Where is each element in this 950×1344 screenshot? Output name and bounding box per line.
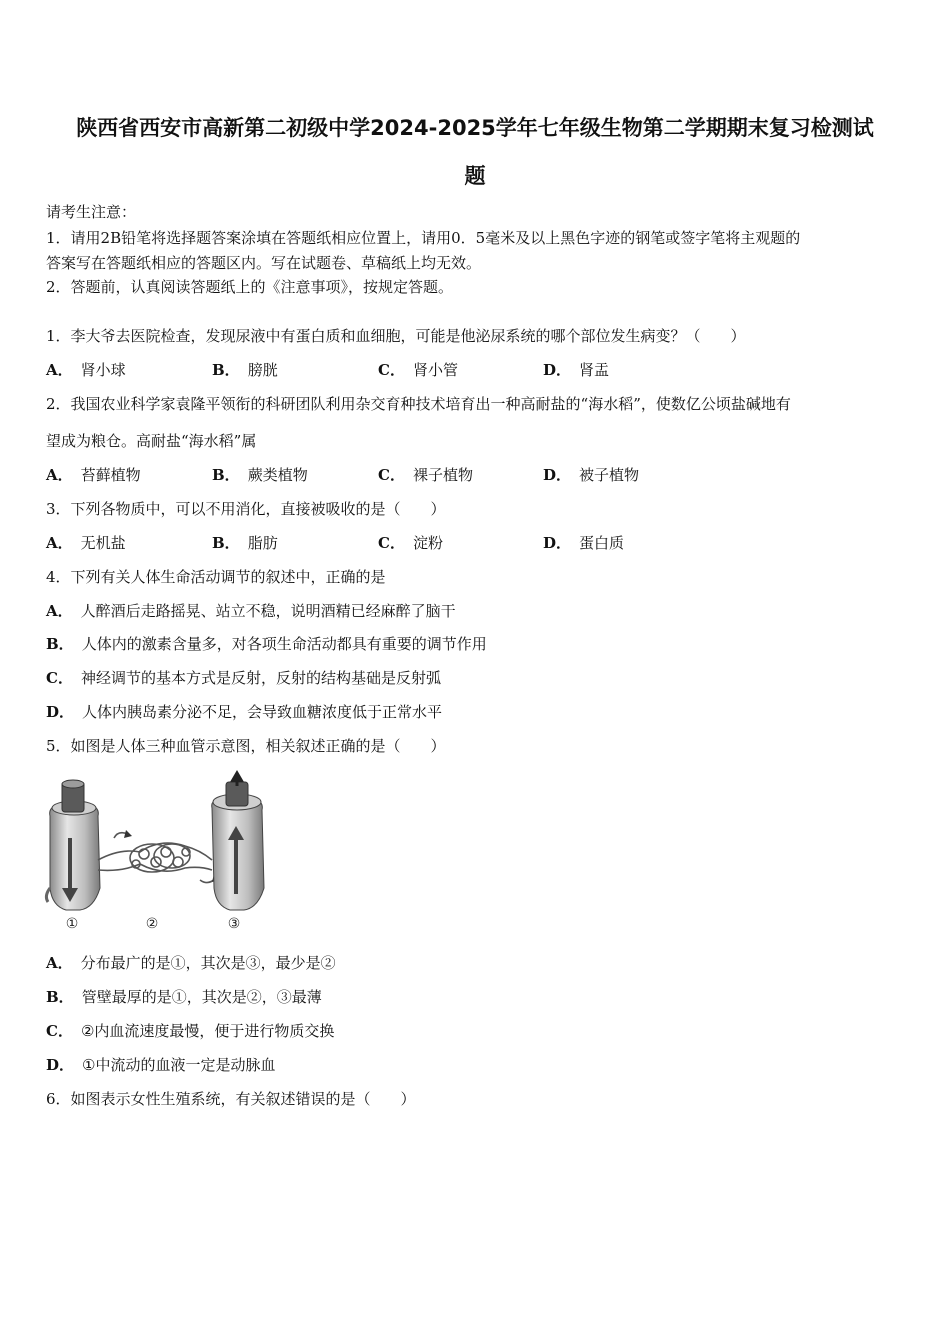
question-1-option-c <box>378 360 458 380</box>
blood-vessels-illustration <box>40 768 272 934</box>
option-text: 神经调节的基本方式是反射，反射的结构基础是反射弧 <box>80 669 441 687</box>
vein-vessel <box>212 770 264 910</box>
option-label: B． <box>46 988 74 1006</box>
question-4-stem: 4．下列有关人体生命活动调节的叙述中，正确的是 <box>46 568 386 586</box>
question-4-option-c <box>46 668 441 688</box>
option-text: 脂肪 <box>247 534 278 552</box>
option-text: 蛋白质 <box>579 534 625 552</box>
figure-label-2: ② <box>145 916 159 932</box>
option-label: C． <box>46 669 73 687</box>
option-text: 肾小管 <box>412 361 458 379</box>
option-text: ②内血流速度最慢，便于进行物质交换 <box>80 1022 335 1040</box>
option-label: B． <box>212 534 240 552</box>
option-text: 无机盐 <box>80 534 126 552</box>
artery-vessel <box>46 780 100 910</box>
option-label: D． <box>543 361 572 379</box>
question-5-option-c <box>46 1021 334 1041</box>
question-2-option-b <box>212 465 308 485</box>
option-label: D． <box>46 703 75 721</box>
notice-item-1-line-1: 1．请用2B铅笔将选择题答案涂填在答题纸相应位置上，请用0．5毫米及以上黑色字迹的钢笔或签字笔将主观题的 <box>46 229 801 247</box>
question-1-option-d <box>543 360 609 380</box>
option-text: ①中流动的血液一定是动脉血 <box>82 1056 276 1074</box>
question-5-option-a <box>46 953 336 973</box>
document-title-line-2: 题 <box>464 164 486 188</box>
option-label: B． <box>46 635 74 653</box>
capillary-network <box>98 830 220 883</box>
question-5-stem: 5．如图是人体三种血管示意图，相关叙述正确的是（ ） <box>46 737 446 755</box>
blood-vessels-figure <box>40 768 272 934</box>
question-3-option-d <box>543 533 624 553</box>
option-label: B． <box>212 466 240 484</box>
option-label: D． <box>543 466 572 484</box>
option-text: 蕨类植物 <box>247 466 308 484</box>
option-label: A． <box>46 954 73 972</box>
question-2-option-d <box>543 465 639 485</box>
option-label: A． <box>46 602 73 620</box>
option-text: 管壁最厚的是①，其次是②，③最薄 <box>81 988 322 1006</box>
option-text: 肾盂 <box>579 361 610 379</box>
option-label: D． <box>46 1056 75 1074</box>
option-label: A． <box>46 534 73 552</box>
option-label: C． <box>378 361 405 379</box>
option-label: C． <box>378 534 405 552</box>
notice-item-1-line-2: 答案写在答题纸相应的答题区内。写在试题卷、草稿纸上均无效。 <box>46 254 482 272</box>
option-text: 人醉酒后走路摇晃、站立不稳，说明酒精已经麻醉了脑干 <box>80 602 456 620</box>
question-5-option-b <box>46 987 322 1007</box>
figure-label-3: ③ <box>227 916 241 932</box>
question-1-stem: 1．李大爷去医院检查，发现尿液中有蛋白质和血细胞，可能是他泌尿系统的哪个部位发生病变？（ ） <box>46 327 746 345</box>
question-3-option-b <box>212 533 278 553</box>
option-text: 肾小球 <box>80 361 126 379</box>
option-label: A． <box>46 361 73 379</box>
question-6-stem: 6．如图表示女性生殖系统，有关叙述错误的是（ ） <box>46 1090 416 1108</box>
question-4-option-a <box>46 601 456 621</box>
option-text: 膀胱 <box>247 361 278 379</box>
question-4-option-b <box>46 634 487 654</box>
option-label: A． <box>46 466 73 484</box>
question-2-stem-line-2: 望成为粮仓。高耐盐“海水稻”属 <box>46 432 257 450</box>
question-3-stem: 3．下列各物质中，可以不用消化，直接被吸收的是（ ） <box>46 500 446 518</box>
option-label: D． <box>543 534 572 552</box>
notice-heading: 请考生注意： <box>46 203 137 221</box>
option-text: 人体内胰岛素分泌不足，会导致血糖浓度低于正常水平 <box>82 703 443 721</box>
question-3-option-a <box>46 533 126 553</box>
option-text: 分布最广的是①，其次是③，最少是② <box>80 954 336 972</box>
question-3-option-c <box>378 533 443 553</box>
option-label: C． <box>378 466 405 484</box>
document-title-line-1: 陕西省西安市高新第二初级中学2024-2025学年七年级生物第二学期期末复习检测试 <box>76 116 874 140</box>
question-1-option-a <box>46 360 126 380</box>
figure-label-1: ① <box>65 916 79 932</box>
question-1-option-b <box>212 360 278 380</box>
option-text: 人体内的激素含量多，对各项生命活动都具有重要的调节作用 <box>81 635 487 653</box>
option-label: B． <box>212 361 240 379</box>
question-4-option-d <box>46 702 442 722</box>
question-2-stem-line-1: 2．我国农业科学家袁隆平领衔的科研团队利用杂交育种技术培育出一种高耐盐的“海水稻”，使数亿公顷盐碱地有 <box>46 395 791 413</box>
question-2-option-c <box>378 465 473 485</box>
notice-item-2: 2．答题前，认真阅读答题纸上的《注意事项》，按规定答题。 <box>46 278 454 296</box>
option-label: C． <box>46 1022 73 1040</box>
option-text: 被子植物 <box>579 466 640 484</box>
option-text: 苔藓植物 <box>80 466 141 484</box>
option-text: 裸子植物 <box>412 466 473 484</box>
question-5-option-d <box>46 1055 275 1075</box>
option-text: 淀粉 <box>412 534 443 552</box>
question-2-option-a <box>46 465 141 485</box>
